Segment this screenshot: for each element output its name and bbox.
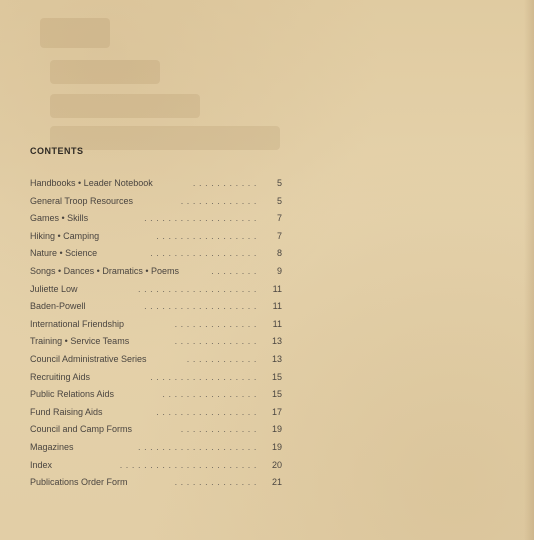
toc-entry <box>30 442 282 460</box>
toc-entry-page: 19 <box>271 424 282 435</box>
toc-entry-page: 11 <box>272 301 282 312</box>
toc-entry-title: Baden-Powell <box>30 301 86 312</box>
toc-leader-dots: .................... <box>137 441 260 452</box>
toc-entry-title: Training • Service Teams <box>30 336 130 347</box>
page-edge-shadow <box>524 0 534 540</box>
toc-leader-dots: ................. <box>156 230 260 241</box>
toc-leader-dots: ........... <box>192 178 260 188</box>
toc-entry <box>30 284 282 302</box>
toc-entry <box>30 354 282 372</box>
toc-entry <box>30 213 282 231</box>
contents-heading: CONTENTS <box>30 146 84 156</box>
toc-entry-page: 9 <box>276 265 282 276</box>
toc-entry-title: Recruiting Aids <box>30 371 91 382</box>
bleed-through-text <box>40 10 360 160</box>
toc-entry-title: Public Relations Aids <box>30 389 115 400</box>
toc-entry-title: International Friendship <box>30 318 125 329</box>
toc-entry-title: Hiking • Camping <box>30 230 100 241</box>
toc-entry-title: Songs • Dances • Dramatics • Poems <box>30 265 180 276</box>
toc-leader-dots: ............ <box>186 353 260 364</box>
toc-entry <box>30 266 282 284</box>
toc-entry-title: Magazines <box>30 441 74 452</box>
toc-entry <box>30 372 282 390</box>
toc-entry-title: General Troop Resources <box>30 195 134 206</box>
toc-entry <box>30 424 282 442</box>
toc-entry-page: 11 <box>272 283 282 294</box>
toc-entry-page: 15 <box>271 389 282 400</box>
toc-entry-page: 13 <box>271 336 282 347</box>
toc-entry <box>30 196 282 214</box>
toc-entry-title: Index <box>30 459 53 470</box>
toc-leader-dots: .............. <box>174 318 260 329</box>
toc-entry-page: 13 <box>271 353 282 364</box>
toc-leader-dots: .............. <box>174 336 260 347</box>
toc-entry-title: Fund Raising Aids <box>30 406 103 417</box>
toc-entry-page: 17 <box>271 406 282 417</box>
toc-entry <box>30 460 282 478</box>
toc-entry-title: Games • Skills <box>30 213 89 224</box>
toc-entry-title: Publications Order Form <box>30 477 128 488</box>
toc-entry-title: Juliette Low <box>30 283 78 294</box>
toc-entry-page: 5 <box>276 178 282 188</box>
toc-entry-title: Council Administrative Series <box>30 353 147 364</box>
toc-entry-title: Council and Camp Forms <box>30 424 133 435</box>
toc-entry-page: 8 <box>276 248 282 259</box>
toc-entry-page: 7 <box>276 213 282 224</box>
toc-leader-dots: ................... <box>144 213 260 224</box>
toc-entry <box>30 477 282 495</box>
toc-entry <box>30 248 282 266</box>
toc-leader-dots: ................ <box>162 389 260 400</box>
toc-leader-dots: ................... <box>144 301 260 312</box>
toc-leader-dots: ............. <box>180 195 260 206</box>
toc-leader-dots: .............. <box>174 477 260 488</box>
toc-entry-page: 21 <box>271 477 282 488</box>
toc-leader-dots: ................. <box>156 406 260 417</box>
toc-entry <box>30 407 282 425</box>
toc-leader-dots: ........ <box>211 265 260 276</box>
toc-entry <box>30 231 282 249</box>
toc-entry-page: 20 <box>271 459 282 470</box>
toc-entry <box>30 301 282 319</box>
toc-entry <box>30 336 282 354</box>
table-of-contents <box>30 178 282 495</box>
toc-entry-title: Handbooks • Leader Notebook <box>30 178 153 188</box>
toc-leader-dots: .................. <box>150 371 260 382</box>
toc-entry-page: 11 <box>272 318 282 329</box>
toc-entry <box>30 178 282 196</box>
toc-entry-page: 7 <box>276 230 282 241</box>
toc-entry-page: 15 <box>271 371 282 382</box>
toc-entry-page: 5 <box>276 195 282 206</box>
toc-leader-dots: .................. <box>150 248 260 259</box>
toc-entry <box>30 319 282 337</box>
toc-entry-title: Nature • Science <box>30 248 98 259</box>
toc-entry <box>30 389 282 407</box>
toc-leader-dots: ............. <box>180 424 260 435</box>
toc-leader-dots: ....................... <box>119 459 260 470</box>
toc-entry-page: 19 <box>271 441 282 452</box>
toc-leader-dots: .................... <box>137 283 260 294</box>
